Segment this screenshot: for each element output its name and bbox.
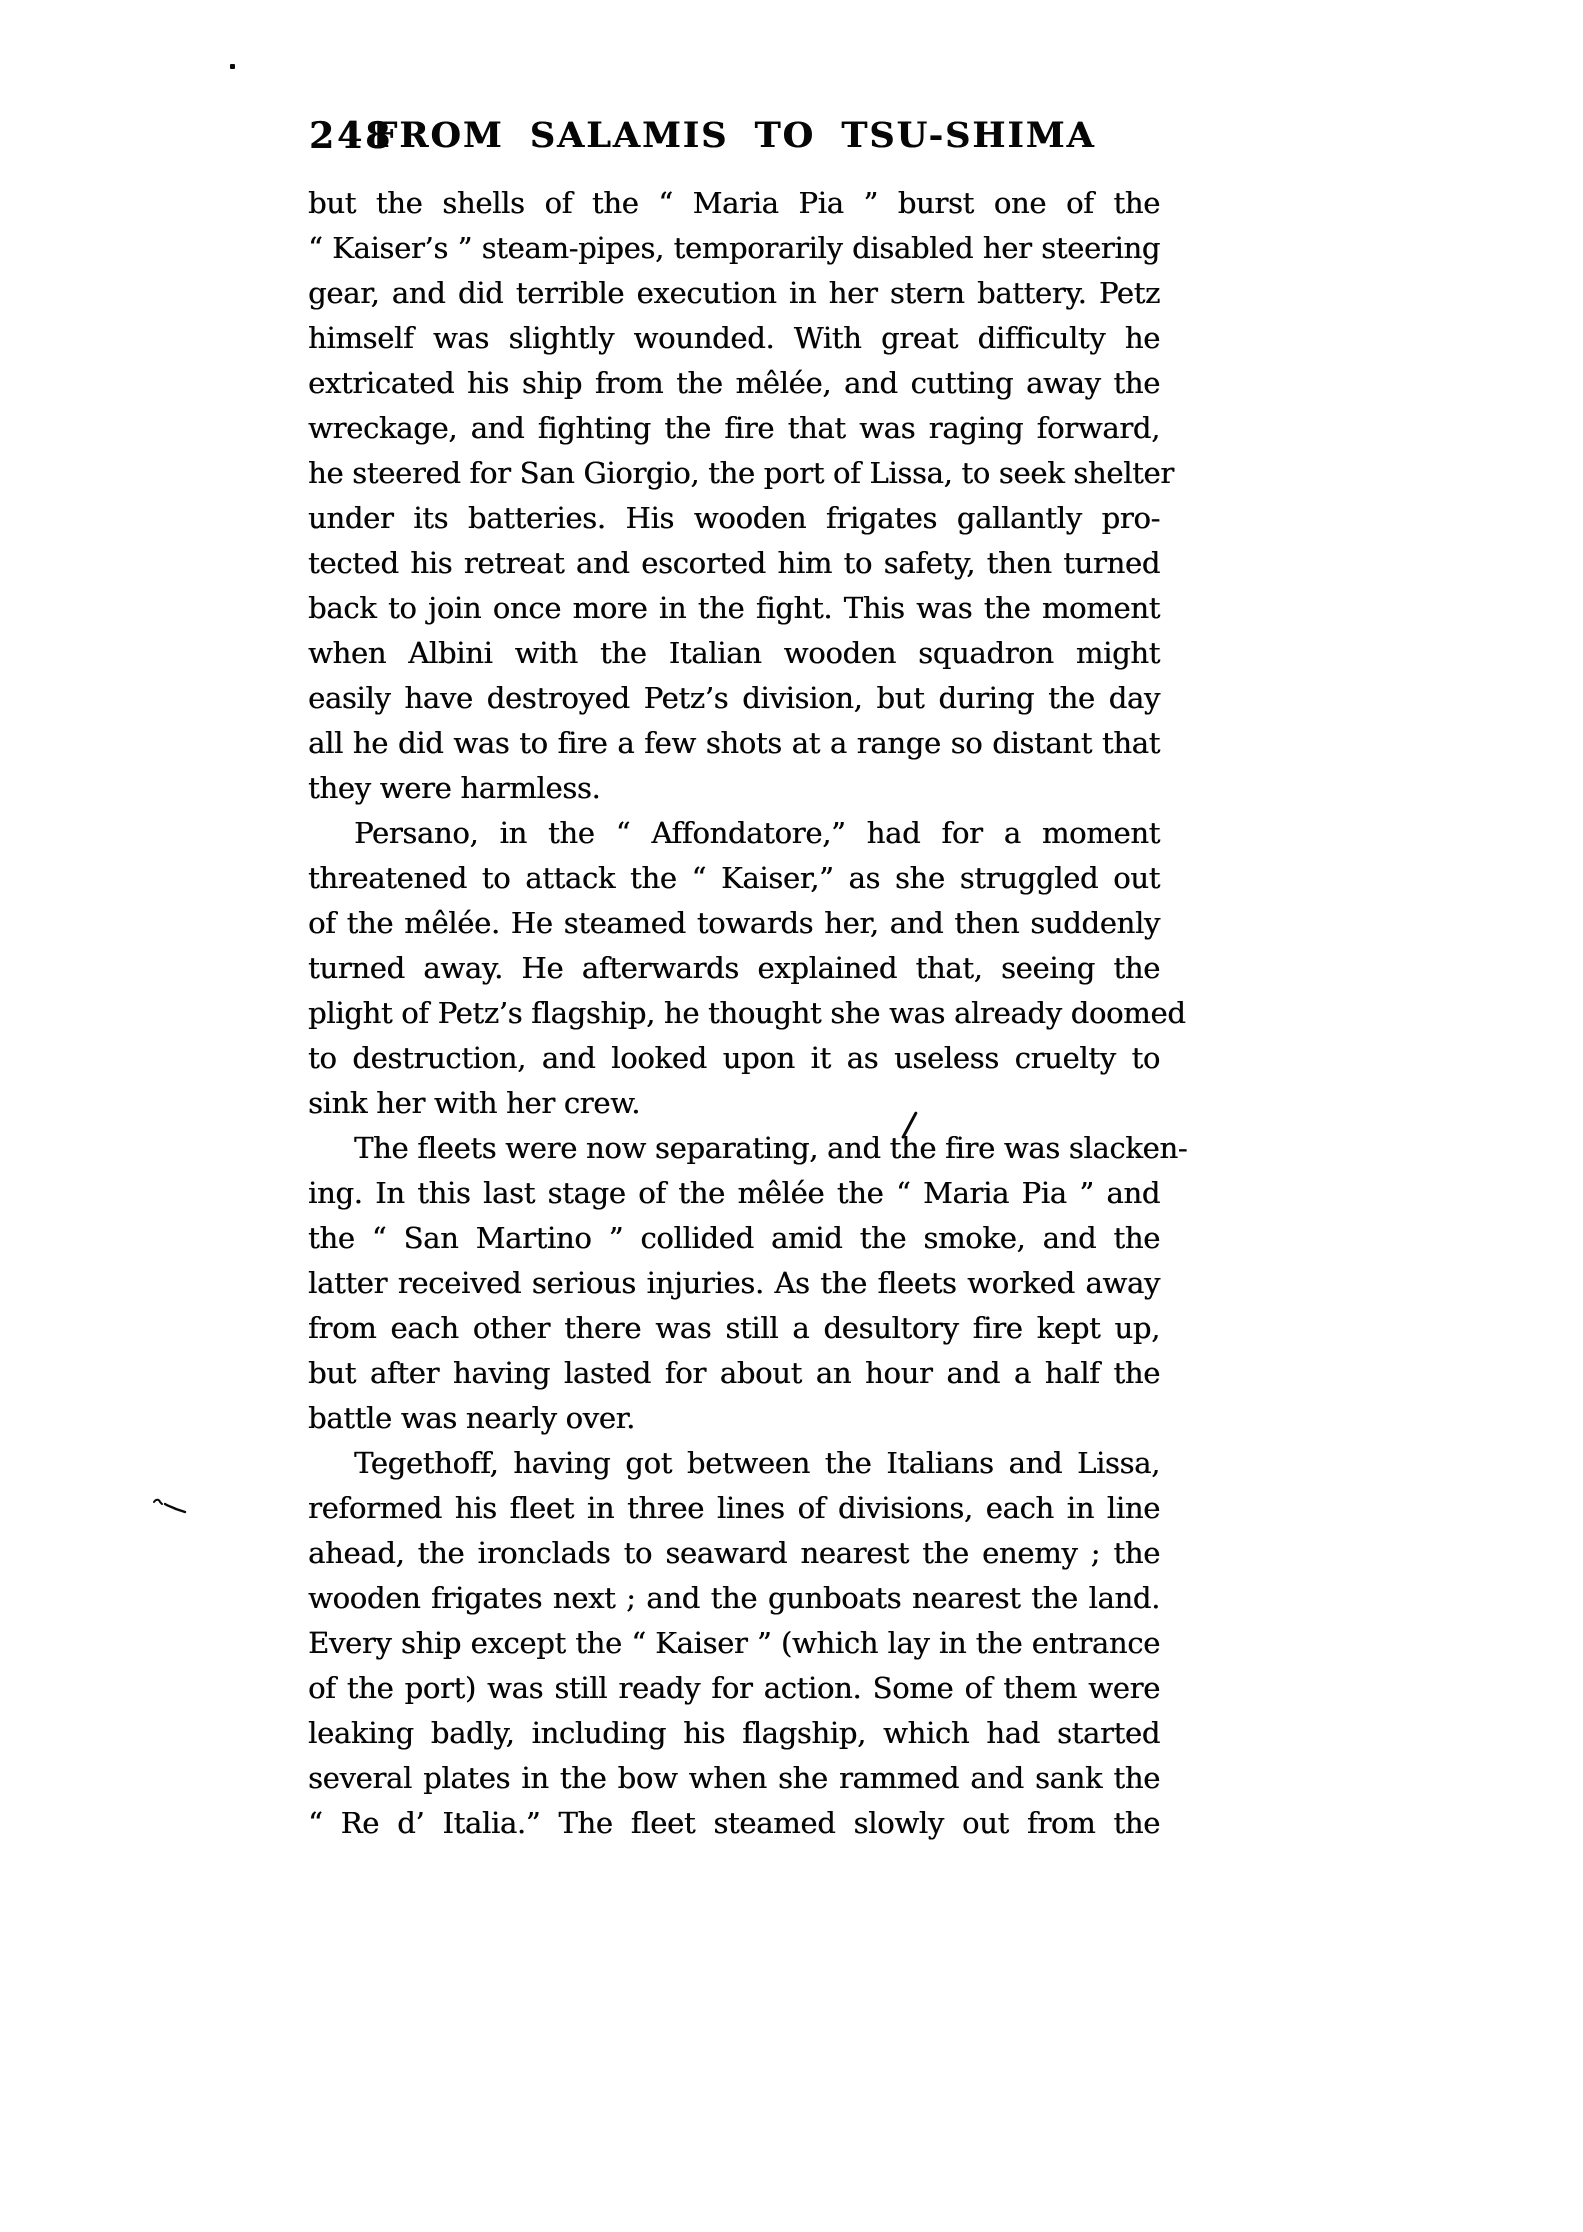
- text-line: threatened to attack the “ Kaiser,” as she struggled out: [308, 861, 1160, 895]
- page-header: [308, 115, 1160, 181]
- text-line: “ Kaiser’s ” steam-pipes, temporarily disabled her steering: [308, 231, 1160, 265]
- text-line: Tegethoff, having got between the Italians and Lissa,: [354, 1446, 1160, 1480]
- text-line: tected his retreat and escorted him to safety, then turned: [308, 546, 1160, 580]
- text-line: extricated his ship from the mêlée, and cutting away the: [308, 366, 1160, 400]
- text-line: himself was slightly wounded. With great difficulty he: [308, 321, 1160, 355]
- text-line: but the shells of the “ Maria Pia ” burst one of the: [308, 186, 1160, 220]
- text-line: of the mêlée. He steamed towards her, and then suddenly: [308, 906, 1160, 940]
- margin-pencil-squiggle-mark: [151, 1495, 191, 1517]
- text-line: “ Re d’ Italia.” The fleet steamed slowly out from the: [308, 1806, 1160, 1840]
- text-line: Persano, in the “ Affondatore,” had for a moment: [354, 816, 1160, 850]
- paragraph-2: [308, 811, 1186, 1126]
- text-line: under its batteries. His wooden frigates gallantly pro-: [308, 501, 1160, 535]
- text-line: gear, and did terrible execution in her stern battery. Petz: [308, 276, 1160, 310]
- text-line: all he did was to fire a few shots at a range so distant that: [308, 726, 1160, 760]
- running-head-title: FROM SALAMIS TO TSU-SHIMA: [372, 115, 1096, 156]
- text-line: ahead, the ironclads to seaward nearest the enemy ; the: [308, 1536, 1160, 1570]
- text-line: they were harmless.: [308, 771, 601, 805]
- ink-speck-mark: [230, 64, 235, 69]
- text-line: of the port) was still ready for action. Some of them were: [308, 1671, 1160, 1705]
- text-line: turned away. He afterwards explained that, seeing the: [308, 951, 1160, 985]
- text-line: the “ San Martino ” collided amid the smoke, and the: [308, 1221, 1160, 1255]
- text-line: from each other there was still a desultory fire kept up,: [308, 1311, 1160, 1345]
- text-line: battle was nearly over.: [308, 1401, 635, 1435]
- paragraph-3: [308, 1126, 1188, 1441]
- text-line: to destruction, and looked upon it as useless cruelty to: [308, 1041, 1160, 1075]
- page-number: 248: [309, 115, 394, 157]
- text-block: [308, 115, 1188, 1846]
- text-line: he steered for San Giorgio, the port of Lissa, to seek shelter: [308, 456, 1174, 490]
- text-line: plight of Petz’s flagship, he thought she was already doomed: [308, 996, 1186, 1030]
- text-line: Every ship except the “ Kaiser ” (which lay in the entrance: [308, 1626, 1160, 1660]
- paragraph-4: [308, 1441, 1160, 1846]
- text-line: reformed his fleet in three lines of divisions, each in line: [308, 1491, 1160, 1525]
- text-line: sink her with her crew.: [308, 1086, 641, 1120]
- text-line: easily have destroyed Petz’s division, but during the day: [308, 681, 1160, 715]
- text-line: wreckage, and fighting the fire that was raging forward,: [308, 411, 1160, 445]
- text-line: wooden frigates next ; and the gunboats nearest the land.: [308, 1581, 1160, 1615]
- text-line: latter received serious injuries. As the fleets worked away: [308, 1266, 1160, 1300]
- text-line: The fleets were now separating, and the fire was slacken-: [354, 1131, 1188, 1165]
- paragraph-1: [308, 181, 1174, 811]
- text-line: several plates in the bow when she rammed and sank the: [308, 1761, 1160, 1795]
- text-line: but after having lasted for about an hour and a half the: [308, 1356, 1160, 1390]
- text-line: ing. In this last stage of the mêlée the “ Maria Pia ” and: [308, 1176, 1160, 1210]
- text-line: when Albini with the Italian wooden squadron might: [308, 636, 1160, 670]
- text-line: leaking badly, including his flagship, which had started: [308, 1716, 1160, 1750]
- text-line: back to join once more in the fight. This was the moment: [308, 591, 1160, 625]
